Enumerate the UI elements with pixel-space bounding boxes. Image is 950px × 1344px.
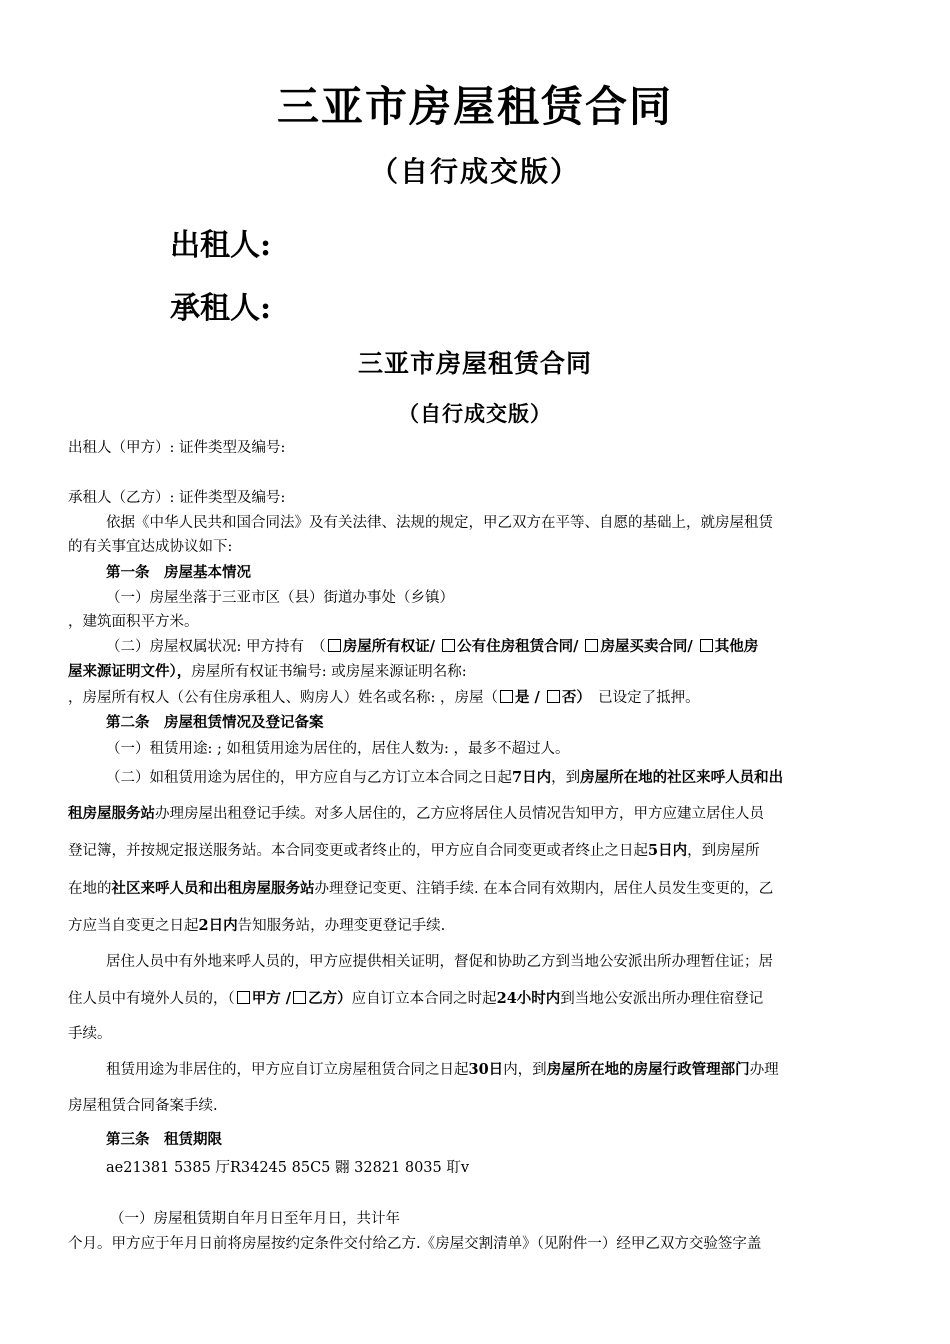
text-segment: 在地的 <box>68 881 112 897</box>
text-segment: ，到 <box>551 770 581 786</box>
article-2-item-2-line-5 <box>68 914 445 935</box>
article-3-item-1-line-1: （一）房屋租赁期自年月日至年月日，共计年 <box>110 1211 400 1227</box>
article-2-para-4-line-2: 房屋租赁合同备案手续. <box>68 1098 218 1114</box>
text-segment: 7日内 <box>512 769 552 786</box>
text-segment: 租房屋服务站 <box>68 805 155 822</box>
text-segment: （二）如租赁用途为居住的，甲方应自与乙方订立本合同之日起 <box>106 770 512 786</box>
owner-name-text: ，房屋所有权人（公有住房承租人、购房人）姓名或名称: ，房屋（ <box>68 690 498 706</box>
checkbox-public-housing[interactable] <box>442 639 455 652</box>
text-segment: 办理登记变更、注销手续. 在本合同有效期内，居住人员发生变更的，乙 <box>314 881 774 897</box>
article-1-title: 第一条 房屋基本情况 <box>106 564 251 581</box>
text-segment: 登记簿，并按规定报送服务站。本合同变更或者终止的，甲方应自合同变更或者终止之日起 <box>68 843 648 859</box>
option-purchase-contract: 房屋买卖合同/ <box>600 638 698 655</box>
party-b-line: 承租人（乙方）: 证件类型及编号: <box>68 490 286 506</box>
text-segment: 方应当自变更之日起 <box>68 918 199 934</box>
checkbox-yes[interactable] <box>500 690 513 703</box>
text-segment: 到当地公安派出所办理住宿登记 <box>560 991 764 1007</box>
party-a-line: 出租人（甲方）: 证件类型及编号: <box>68 440 286 456</box>
checkbox-party-a[interactable] <box>237 991 250 1004</box>
article-2-para-4-line-1 <box>106 1058 779 1079</box>
cert-number-text: 房屋所有权证书编号: 或房屋来源证明名称: <box>191 664 467 680</box>
text-segment: 2日内 <box>198 917 238 934</box>
article-2-title: 第二条 房屋租赁情况及登记备案 <box>106 714 324 731</box>
article-3-item-1-line-2: 个月。甲方应于年月日前将房屋按约定条件交付给乙方.《房屋交割清单》（见附件一）经甲乙双方交验签字盖 <box>68 1236 762 1252</box>
checkbox-party-b[interactable] <box>293 991 306 1004</box>
article-2-item-2-line-2 <box>68 802 764 823</box>
preamble-line-2: 的有关事宜达成协议如下: <box>68 539 233 555</box>
text-segment: ，到房屋所 <box>687 843 760 859</box>
article-2-para-3-line-3: 手续。 <box>68 1026 112 1042</box>
cover-title: 三亚市房屋租赁合同 <box>276 82 673 131</box>
contract-subtitle: （自行成交版） <box>398 401 552 426</box>
cover-lessor-label: 出租人: <box>170 228 272 263</box>
option-public-housing: 公有住房租赁合同/ <box>457 638 584 655</box>
text-segment: 租赁用途为非居住的，甲方应自订立房屋租赁合同之日起 <box>106 1062 469 1078</box>
article-2-para-3-line-1: 居住人员中有外地来呼人员的，甲方应提供相关证明，督促和协助乙方到当地公安派出所办理暂住证；居 <box>106 954 773 970</box>
text-segment: 30日 <box>468 1061 504 1078</box>
checkbox-other-proof[interactable] <box>700 639 713 652</box>
article-1-item-1-cont: ，建筑面积平方米。 <box>68 614 199 630</box>
text-segment: 办理 <box>749 1062 779 1078</box>
checkbox-ownership-cert[interactable] <box>328 639 341 652</box>
cover-lessee-label: 承租人: <box>170 291 272 326</box>
text-segment: 告知服务站，办理变更登记手续. <box>237 918 446 934</box>
option-party-a: 甲方 / <box>251 990 292 1007</box>
text-segment: 房屋所在地的房屋行政管理部门 <box>546 1061 750 1078</box>
contract-title: 三亚市房屋租赁合同 <box>357 349 592 378</box>
preamble-line-1: 依据《中华人民共和国合同法》及有关法律、法规的规定，甲乙双方在平等、自愿的基础上，就房屋租赁 <box>106 515 773 531</box>
text-segment: 住人员中有境外人员的，（ <box>68 991 235 1007</box>
option-other-proof: 其他房 <box>714 638 759 655</box>
article-1-item-2-line-2 <box>68 660 467 681</box>
text-segment: 24小时内 <box>496 990 561 1007</box>
text-segment: 办理房屋出租登记手续。对多人居住的，乙方应将居住人员情况告知甲方，甲方应建立居住人员 <box>155 806 764 822</box>
text-segment: 5日内 <box>648 842 688 859</box>
text-segment: 内，到 <box>503 1062 547 1078</box>
article-2-para-3-line-2 <box>68 987 763 1008</box>
article-3-code-line: ae21381 5385 厅R34245 85C5 翾 32821 8035 耵v <box>106 1160 470 1176</box>
option-party-b: 乙方） <box>308 990 352 1007</box>
text-segment: 应自订立本合同之时起 <box>351 991 497 1007</box>
option-ownership-cert: 房屋所有权证/ <box>342 638 441 655</box>
article-2-item-2-line-4 <box>68 877 773 898</box>
item-2-text: （二）房屋权属状况: 甲方持有 （ <box>106 639 326 655</box>
article-1-item-1: （一）房屋坐落于三亚市区（县）街道办事处（乡镇） <box>106 590 454 606</box>
article-2-item-2-line-3 <box>68 839 760 860</box>
article-1-item-2-line-1 <box>106 635 758 656</box>
option-other-proof-cont: 屋来源证明文件）， <box>68 663 192 680</box>
cover-subtitle: （自行成交版） <box>369 155 580 188</box>
mortgage-text: 已设定了抵押。 <box>583 690 700 706</box>
option-no: 否） <box>561 689 584 706</box>
article-3-title: 第三条 租赁期限 <box>106 1131 222 1148</box>
text-segment: 社区来呼人员和出租房屋服务站 <box>111 880 315 897</box>
option-yes: 是 / <box>515 689 545 706</box>
article-2-item-2-line-1 <box>106 766 783 787</box>
article-1-item-2-line-3 <box>68 686 700 707</box>
checkbox-no[interactable] <box>547 690 560 703</box>
checkbox-purchase-contract[interactable] <box>585 639 598 652</box>
article-2-item-1: （一）租赁用途: ; 如租赁用途为居住的，居住人数为: ，最多不超过人。 <box>106 741 570 757</box>
text-segment: 房屋所在地的社区来呼人员和出 <box>580 769 784 786</box>
